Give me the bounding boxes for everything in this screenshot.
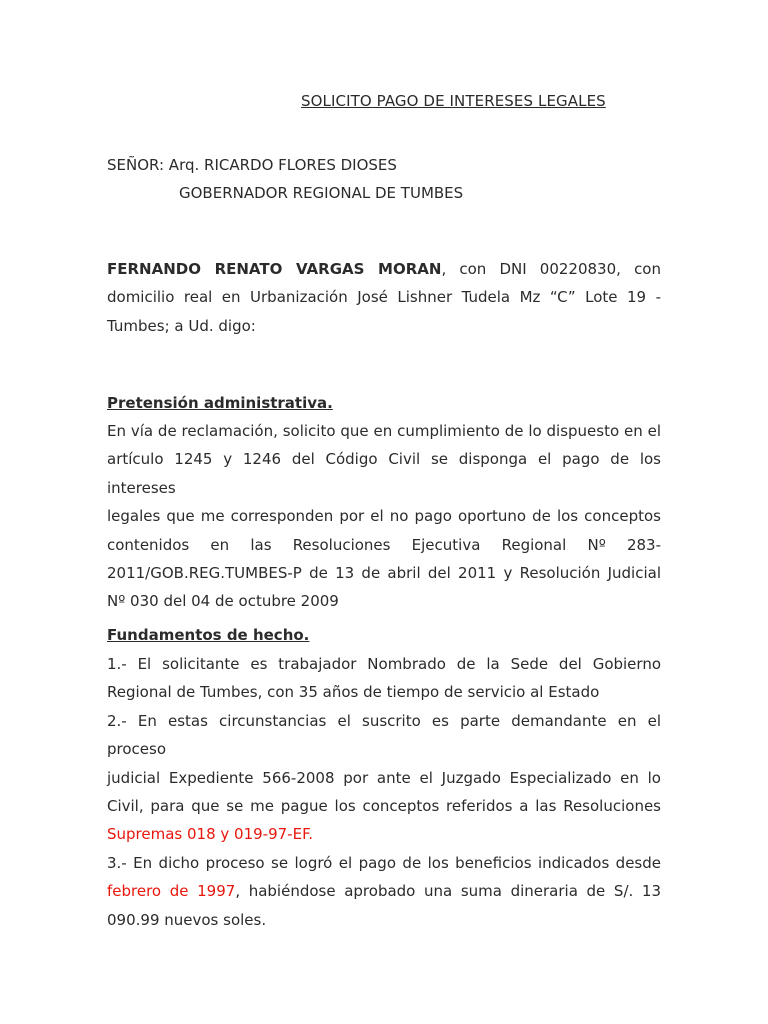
pretension-line: artículo 1245 y 1246 del Código Civil se disponga el pago de los intereses — [107, 450, 661, 497]
highlighted-date: febrero de 1997 — [107, 882, 236, 901]
fundamentos-line: 3.- En dicho proceso se logró el pago de los beneficios indicados desde — [107, 853, 661, 872]
intro-line-2: domicilio real en Urbanización José Lishner Tudela Mz “C” Lote 19 - — [107, 288, 661, 307]
pretension-line: legales que me corresponden por el no pago oportuno de los conceptos — [107, 507, 661, 526]
pretension-line: En vía de reclamación, solicito que en cumplimiento de lo dispuesto en el — [107, 422, 661, 440]
addressee-line: SEÑOR: Arq. RICARDO FLORES DIOSES — [107, 156, 397, 174]
fundamentos-line-rest: , habiéndose aprobado una suma dineraria de S/. 13 — [235, 882, 661, 901]
pretension-paragraph — [107, 417, 661, 616]
section-heading-pretension: Pretensión administrativa. — [107, 394, 333, 412]
petitioner-name: FERNANDO RENATO VARGAS MORAN — [107, 260, 442, 278]
pretension-line: Nº 030 del 04 de octubre 2009 — [107, 592, 339, 611]
pretension-line: contenidos en las Resoluciones Ejecutiva Regional Nº 283- — [107, 535, 661, 554]
intro-line-3: Tumbes; a Ud. digo: — [107, 316, 256, 335]
highlighted-reference: Supremas 018 y 019-97-EF. — [107, 825, 314, 844]
fundamentos-line: Regional de Tumbes, con 35 años de tiempo de servicio al Estado — [107, 683, 600, 702]
fundamentos-line: judicial Expediente 566-2008 por ante el Juzgado Especializado en lo — [107, 768, 661, 787]
fundamentos-line: 090.99 nuevos soles. — [107, 910, 267, 929]
addressee-position: GOBERNADOR REGIONAL DE TUMBES — [179, 184, 464, 202]
pretension-line: 2011/GOB.REG.TUMBES-P de 13 de abril del 2011 y Resolución Judicial — [107, 564, 661, 583]
intro-line-1-rest: , con DNI 00220830, con — [441, 260, 661, 278]
section-heading-fundamentos: Fundamentos de hecho. — [107, 626, 310, 644]
document-title: SOLICITO PAGO DE INTERESES LEGALES — [301, 92, 606, 110]
intro-paragraph — [107, 255, 661, 340]
fundamentos-line — [107, 877, 661, 905]
intro-line-1 — [107, 255, 661, 283]
fundamentos-line: 2.- En estas circunstancias el suscrito es parte demandante en el proceso — [107, 711, 661, 759]
fundamentos-line: 1.- El solicitante es trabajador Nombrado de la Sede del Gobierno — [107, 655, 661, 673]
fundamentos-paragraph — [107, 650, 661, 934]
fundamentos-line: Civil, para que se me pague los conceptos referidos a las Resoluciones — [107, 797, 661, 816]
